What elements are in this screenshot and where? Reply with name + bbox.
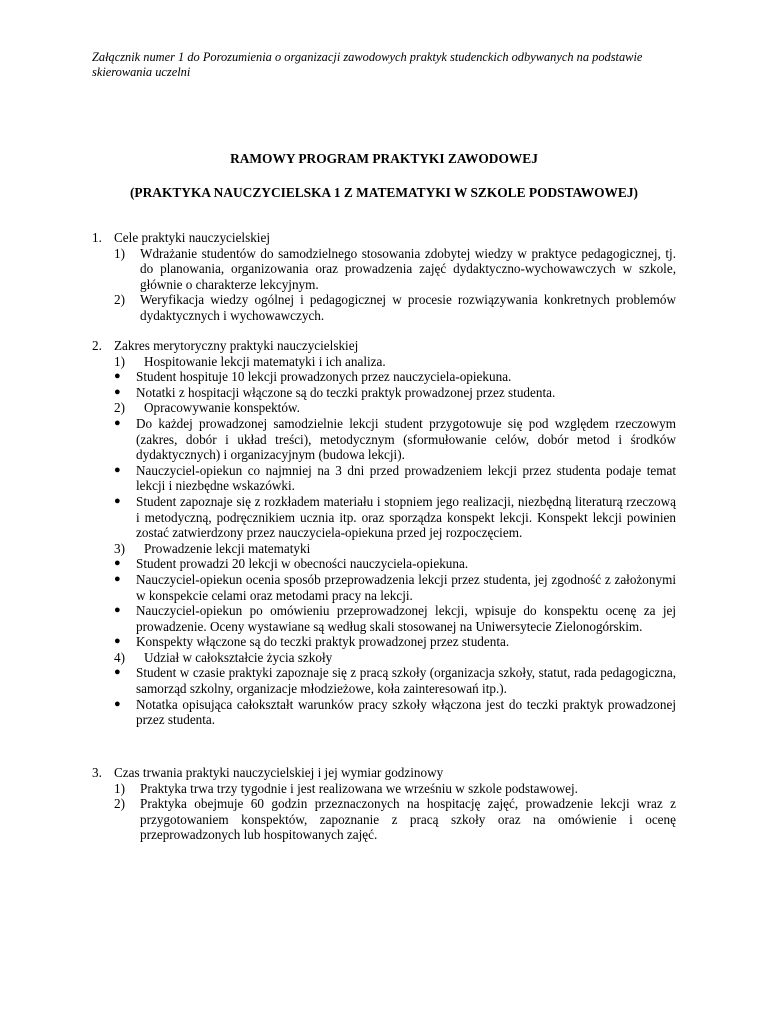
bullet-icon: ●: [114, 370, 121, 383]
bullet-text: Nauczyciel-opiekun po omówieniu przeprowadzonej lekcji, wpisuje do konspektu ocenę za jej prowadzenie. Oceny wystawiane są według skali stosowanej na Uniwersytecie Zielonogórskim.: [136, 603, 676, 634]
bullet-icon: ●: [114, 463, 121, 476]
document-header-note: [92, 50, 676, 80]
list-item: [92, 292, 676, 323]
bullet-text: Nauczyciel-opiekun ocenia sposób przeprowadzenia lekcji przez studenta, jej zgodność z założonymi w konspekcie celami oraz metodami pracy na lekcji.: [136, 571, 676, 603]
bullet-text: Do każdej prowadzonej samodzielnie lekcji student przygotowuje się pod względem rzeczowym (zakres, dobór i układ treści), metodycznym (sformułowanie celów, dobór metod i środków dydaktycznych) i organizacyjnym (budowa lekcji).: [136, 415, 676, 463]
bullet-text: Konspekty włączone są do teczki praktyk prowadzonej przez studenta.: [136, 634, 510, 650]
list-item: [92, 781, 676, 797]
item-text: Weryfikacja wiedzy ogólnej i pedagogicznej w procesie rozwiązywania konkretnych problemów dydaktycznych i wychowawczych.: [140, 292, 676, 323]
bullet-text: Student w czasie praktyki zapoznaje się z pracą szkoły (organizacja szkoły, statut, rada pedagogiczna, samorząd szkolny, organizacje młodzieżowe, koła zainteresowań itp.).: [136, 665, 676, 697]
subsection-number: 1): [114, 353, 125, 369]
bullet-icon: ●: [114, 416, 121, 429]
bullet-icon: ●: [114, 635, 121, 648]
bullet-icon: ●: [114, 697, 121, 710]
item-text: Wdrażanie studentów do samodzielnego stosowania zdobytej wiedzy w praktyce pedagogicznej, tj. do planowania, organizowania oraz prowadzenia zajęć dydaktyczno-wychowawczych w szkole, głównie o charakterze lekcyjnym.: [140, 245, 676, 292]
item-number: 2): [114, 796, 125, 812]
bullet-text: Student zapoznaje się z rozkładem materiału i stopniem jego realizacji, niezbędną literaturą rzeczową i metodyczną, podręcznikiem ucznia itp. oraz sporządza konspekt lekcji. Konspekt lekcji powinien zostać zatwierdzony przez nauczyciela-opiekuna przed jej rozpoczęciem.: [136, 493, 676, 541]
list-item: [92, 796, 676, 843]
item-number: 1): [114, 780, 125, 796]
section-title: Czas trwania praktyki nauczycielskiej i jej wymiar godzinowy: [114, 765, 444, 780]
bullet-item: [92, 634, 676, 650]
bullet-item: [92, 572, 676, 603]
section-number: 2.: [92, 338, 102, 353]
bullet-item: [92, 603, 676, 634]
subsection-number: 4): [114, 649, 125, 665]
section-title: Zakres merytoryczny praktyki nauczycielskiej: [114, 338, 359, 353]
section-number: 3.: [92, 765, 102, 780]
bullet-icon: ●: [114, 385, 121, 398]
bullet-icon: ●: [114, 494, 121, 507]
bullet-item: [92, 494, 676, 541]
header-line-1: Załącznik numer 1 do Porozumienia o organizacji zawodowych praktyk studenckich odbywanych na podstawie: [92, 50, 643, 64]
bullet-icon: ●: [114, 666, 121, 679]
bullet-item: [92, 697, 676, 728]
bullet-icon: ●: [114, 572, 121, 585]
item-number: 1): [114, 245, 125, 261]
subsection-title: Hospitowanie lekcji matematyki i ich analiza.: [144, 353, 386, 369]
section-heading: [92, 765, 676, 781]
bullet-item: [92, 463, 676, 494]
bullet-item: [92, 385, 676, 401]
bullet-text: Student hospituje 10 lekcji prowadzonych przez nauczyciela-opiekuna.: [136, 369, 512, 385]
bullet-item: [92, 665, 676, 696]
list-item: [92, 246, 676, 293]
bullet-text: Student prowadzi 20 lekcji w obecności nauczyciela-opiekuna.: [136, 556, 469, 572]
document-title: RAMOWY PROGRAM PRAKTYKI ZAWODOWEJ: [230, 151, 538, 166]
subsection-number: 3): [114, 540, 125, 556]
section-scope: [92, 338, 676, 728]
bullet-text: Nauczyciel-opiekun co najmniej na 3 dni przed prowadzeniem lekcji przez studenta podaje temat lekcji i niezbędne wskazówki.: [136, 462, 676, 494]
bullet-text: Notatki z hospitacji włączone są do teczki praktyk prowadzonej przez studenta.: [136, 384, 556, 400]
bullet-text: Notatka opisująca całokształt warunków pracy szkoły włączona jest do teczki praktyk prowadzonej przez studenta.: [136, 696, 676, 728]
item-text: Praktyka obejmuje 60 godzin przeznaczonych na hospitację zajęć, prowadzenie lekcji wraz z przygotowaniem konspektów, zapoznanie z pracą szkoły oraz na omówienie i ocenę przeprowadzonych lub hospitowanych zajęć.: [140, 796, 676, 843]
subsection-heading: [92, 541, 676, 557]
item-number: 2): [114, 292, 125, 308]
item-text: Praktyka trwa trzy tygodnie i jest realizowana we wrześniu w szkole podstawowej.: [140, 780, 578, 796]
header-line-2: skierowania uczelni: [92, 64, 191, 79]
bullet-icon: ●: [114, 557, 121, 570]
bullet-item: [92, 416, 676, 463]
subsection-heading: [92, 400, 676, 416]
subsection-title: Udział w całokształcie życia szkoły: [144, 649, 333, 665]
bullet-item: [92, 556, 676, 572]
subsection-heading: [92, 650, 676, 666]
document-subtitle: (PRAKTYKA NAUCZYCIELSKA 1 Z MATEMATYKI W SZKOLE PODSTAWOWEJ): [129, 185, 639, 200]
bullet-icon: ●: [114, 604, 121, 617]
subsection-heading: [92, 354, 676, 370]
subsection-title: Opracowywanie konspektów.: [144, 400, 300, 416]
bullet-item: [92, 369, 676, 385]
section-heading: [92, 338, 676, 354]
subsection-number: 2): [114, 400, 125, 416]
section-duration: [92, 765, 676, 843]
section-title: Cele praktyki nauczycielskiej: [114, 230, 270, 245]
section-goals: [92, 230, 676, 324]
section-heading: [92, 230, 676, 246]
subsection-title: Prowadzenie lekcji matematyki: [144, 540, 311, 556]
section-number: 1.: [92, 230, 102, 245]
